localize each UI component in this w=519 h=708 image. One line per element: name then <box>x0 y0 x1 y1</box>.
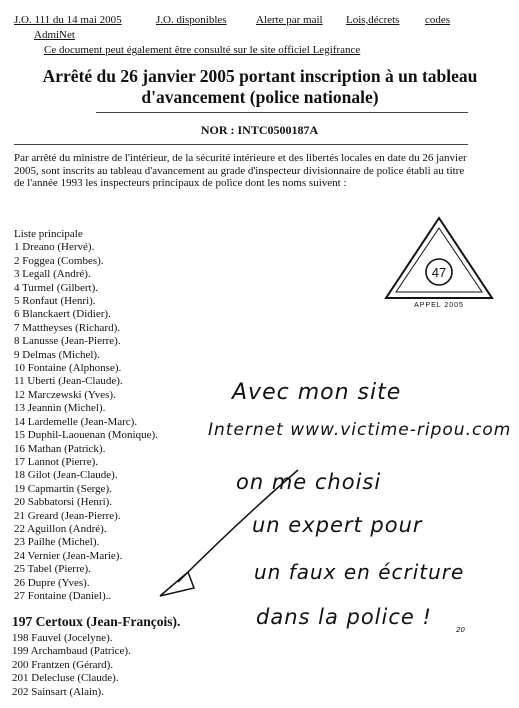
handwriting-line-6: dans la police ! <box>256 605 432 629</box>
alerte-mail-link[interactable]: Alerte par mail <box>256 14 323 26</box>
list-item: 16 Mathan (Patrick). <box>14 442 106 455</box>
list-item: 20 Sabbatorsi (Henri). <box>14 496 113 509</box>
list-item: 26 Dupre (Yves). <box>14 576 90 589</box>
list-item: 19 Capmartin (Serge). <box>14 482 112 495</box>
list-item: 18 Gilot (Jean-Claude). <box>14 469 118 482</box>
list-item: 23 Pailhe (Michel). <box>14 536 100 549</box>
list-item: 7 Mattheyses (Richard). <box>14 321 120 334</box>
list-item: 17 Lannot (Pierre). <box>14 455 98 468</box>
list-item: 12 Marczewski (Yves). <box>14 388 116 401</box>
lois-decrets-link[interactable]: Lois,décrets <box>346 14 400 26</box>
handwriting-line-4: un expert pour <box>252 513 423 537</box>
legifrance-notice[interactable]: Ce document peut également être consulté sur le site officiel Legifrance <box>44 44 361 56</box>
list-item: 4 Turmel (Gilbert). <box>14 281 99 294</box>
list-item: 1 Dreano (Hervé). <box>14 241 95 254</box>
list-item: 24 Vernier (Jean-Marie). <box>14 549 123 562</box>
title-line-1: Arrêté du 26 janvier 2005 portant inscription à un tableau <box>42 66 478 86</box>
list-item: 10 Fontaine (Alphonse). <box>14 362 122 375</box>
list-item: 21 Greard (Jean-Pierre). <box>14 509 121 522</box>
handwriting-line-3: on me choisi <box>236 470 382 494</box>
list-item: 25 Tabel (Pierre). <box>14 563 91 576</box>
intro-paragraph: Par arrêté du ministre de l'intérieur, de la sécurité intérieure et des libertés locales en date du 26 janvier 2005, sont inscrits au tableau d'avancement au grade d'inspecteur divisionnaire de police établi au titre de l'année 1993 les inspecteurs principaux de police dont les noms suivent : <box>14 152 467 189</box>
list-item: 8 Lanusse (Jean-Pierre). <box>14 335 121 348</box>
list-item: 15 Duphil-Laouenan (Monique). <box>14 429 158 442</box>
list-heading: Liste principale <box>14 228 83 240</box>
list-item: 27 Fontaine (Daniel).. <box>14 589 112 602</box>
nor-reference: NOR : INTC0500187A <box>200 123 319 137</box>
list-item: 9 Delmas (Michel). <box>14 348 100 361</box>
list-item: 199 Archambaud (Patrice). <box>12 645 131 658</box>
jo-disponibles-link[interactable]: J.O. disponibles <box>156 14 227 26</box>
title-line-2: d'avancement (police nationale) <box>141 87 379 107</box>
list-item: 13 Jeannin (Michel). <box>14 402 106 415</box>
handwriting-line-5: un faux en écriture <box>254 560 465 584</box>
list-item: 6 Blanckaert (Didier). <box>14 308 111 321</box>
handwriting-line-1: Avec mon site <box>232 380 402 405</box>
list-item: 11 Uberti (Jean-Claude). <box>14 375 123 388</box>
list-item: 198 Fauvel (Jocelyne). <box>12 632 113 644</box>
adminet-link[interactable]: AdmiNet <box>34 29 75 41</box>
handwriting-line-2: Internet www.victime-ripou.com <box>208 420 512 440</box>
codes-link[interactable]: codes <box>425 14 451 26</box>
highlighted-entry: 197 Certoux (Jean-François). <box>12 614 181 629</box>
list-item: 201 Delecluse (Claude). <box>12 672 119 685</box>
list-item: 5 Ronfaut (Henri). <box>14 295 96 308</box>
list-item: 3 Legall (André). <box>14 268 91 281</box>
list-item: 2 Foggea (Combes). <box>14 254 104 267</box>
list-item: 200 Frantzen (Gérard). <box>12 658 114 671</box>
list-item: 202 Sainsart (Alain). <box>12 685 104 698</box>
list-item: 22 Aguillon (André). <box>14 522 107 535</box>
jo-link[interactable]: J.O. 111 du 14 mai 2005 <box>14 14 122 26</box>
page-number: 20 <box>456 626 465 634</box>
stamp-number: 47 <box>431 265 447 280</box>
stamp-bottom-text: APPEL 2005 <box>414 302 464 308</box>
list-item: 14 Lardemelle (Jean-Marc). <box>14 415 138 428</box>
